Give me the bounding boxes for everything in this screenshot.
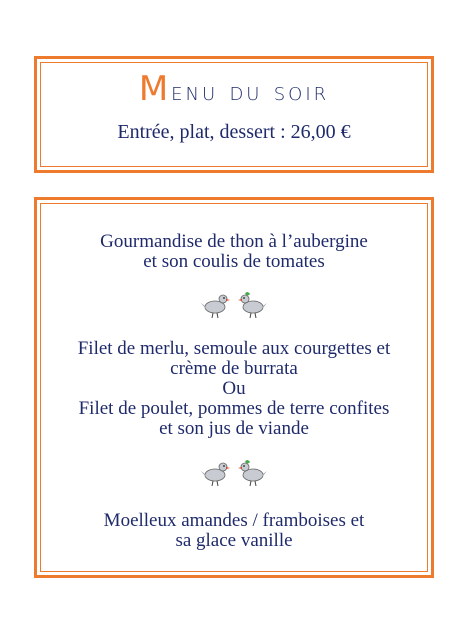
starter-line: et son coulis de tomates [143,251,325,272]
price-line: Entrée, plat, dessert : 26,00 € [117,121,351,143]
dessert-line: Moelleux amandes / framboises et [103,510,365,531]
menu-title-initial: M [138,69,172,109]
bird-icon [235,288,269,322]
starter-line: Gourmandise de thon à l’aubergine [100,231,368,252]
dessert-course [37,511,431,551]
header-box [34,56,434,173]
separator-birds [37,288,431,322]
main-line: Ou [222,378,246,399]
menu-title-rest: enu du soir [171,77,330,107]
main-course [37,339,431,439]
main-line: et son jus de viande [159,418,309,439]
separator-birds [37,456,431,490]
dessert-line: sa glace vanille [175,530,293,551]
main-line: crème de burrata [170,358,298,379]
menu-box [34,197,434,578]
main-line: Filet de poulet, pommes de terre confites [78,398,390,419]
main-line: Filet de merlu, semoule aux courgettes et [77,338,391,359]
bird-icon [199,456,233,490]
bird-icon [235,456,269,490]
menu-title [37,69,431,109]
starter-course [37,232,431,272]
bird-icon [199,288,233,322]
